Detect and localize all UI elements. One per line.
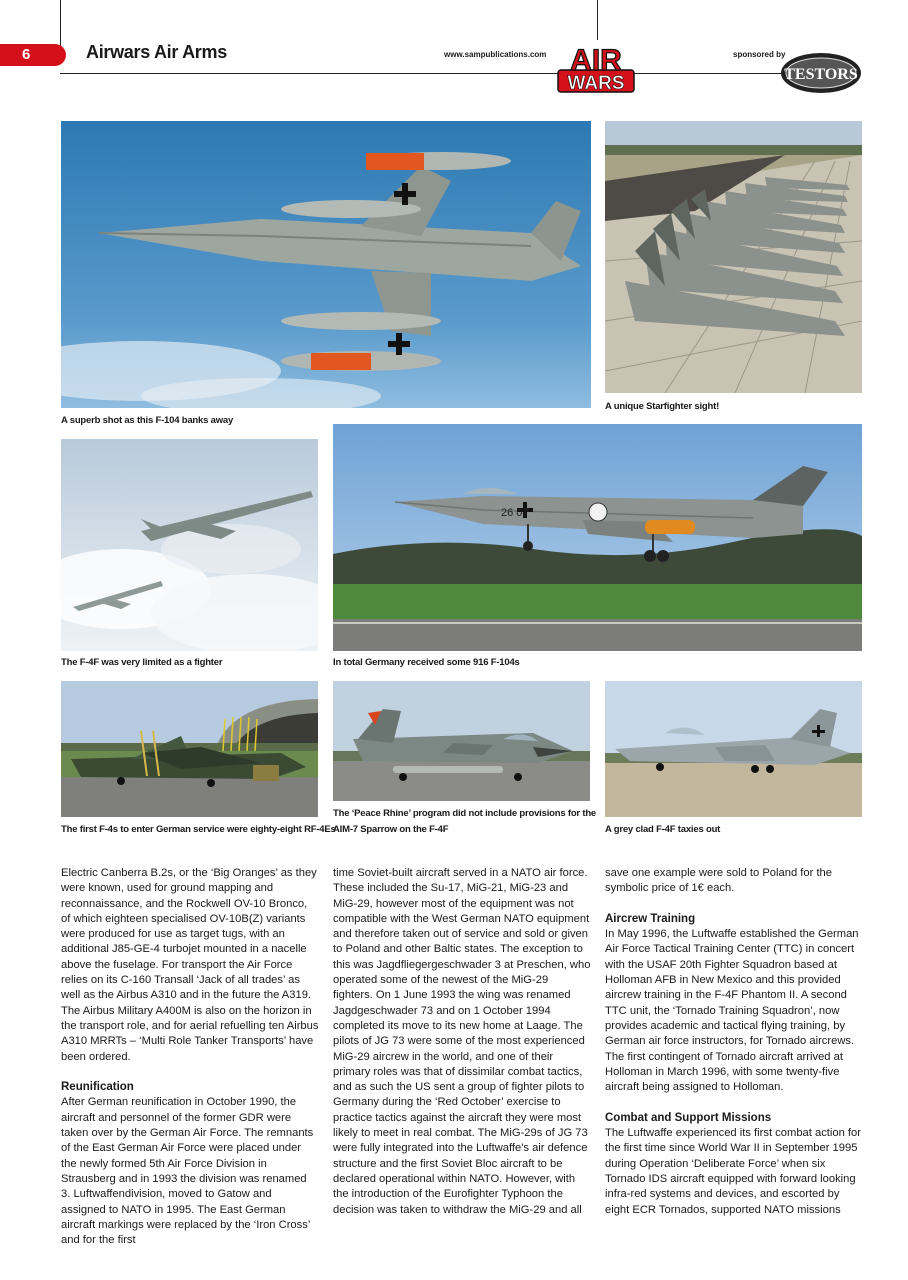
column-1-paragraph-2: After German reunification in October 1990, the aircraft and personnel of the former GDR were taken over by the German Air Force. The remnants of the East German Air Force were placed under the newly formed 5th Air Force Division in Strausberg and in 1993 the division was renamed 3. Luftwaffendivision, moved to Gatow and assigned to NATO in 1995. The East German aircraft markings were replaced by the ‘Iron Cross’ and for the first [61,1096,314,1247]
sponsor-label: sponsored by [733,50,786,59]
caption-rf4e: The first F-4s to enter German service were eighty-eight RF-4Es [61,824,336,835]
page-number: 6 [22,46,31,63]
column-2-paragraph-1: time Soviet-built aircraft served in a NATO air force. These included the Su-17, MiG-21, MiG-23 and MiG-29, however most of the equipment was not compatible with the West German NATO equipment and therefore taken out of service and sold or given to Poland and other Baltic states. The exception to this was Jagdfliegergeschwader 3 at Preschen, who operated some of the newest of the MiG-29 fighters. On 1 June 1993 the wing was renamed Jagdgeschwader 73 and on 1 October 1994 completed its move to its new home at Laage. The pilots of JG 73 were some of the most experienced MiG-29 aircrew in the world, and one of their primary roles was that of dissimilar combat tactics, and as such the US sent a group of fighter pilots to Germany during the ‘Red October’ exercise to practice tactics against the aircraft they were most likely to meet in real combat. The MiG-29s of JG 73 were fully integrated into the Luftwaffe's air defence structure and the first Soviet Bloc aircraft to be declared operational within NATO. However, with the introduction of the Eurofighter Typhoon the decision was taken to withdraw the MiG-29 and all [333,867,591,1216]
f104-fuselage-marking: 26 07 [501,507,529,519]
caption-peace-rhine-1: The ‘Peace Rhine’ program did not include provisions for the [333,808,597,819]
photo-peace-rhine-f4f [333,681,590,801]
page-number-tab [0,44,66,66]
logo-air-text: AIR [570,44,622,77]
section-title: Airwars Air Arms [86,42,227,62]
testors-logo[interactable] [780,52,862,94]
airwars-logo [554,40,638,96]
testors-logo-text: TESTORS [784,66,858,83]
caption-peace-rhine-2: AIM-7 Sparrow on the F-4F [333,824,449,835]
photo-grey-f4f [605,681,862,817]
header-rule [60,73,854,74]
photo-f104-landing [333,424,862,651]
caption-f104-landing: In total Germany received some 916 F-104s [333,657,520,668]
header-divider-right [597,0,598,40]
caption-f104-banking: A superb shot as this F-104 banks away [61,415,234,426]
column-1-paragraph-1: Electric Canberra B.2s, or the ‘Big Oranges’ as they were known, used for ground mapping and reconnaissance, and the Rockwell OV-10 Bronco, of which eighteen specialised OV-10B(Z) variants were produced for use as target tugs, with an additional J85-GE-4 turbojet mounted in a nacelle above the fuselage. For transport the Air Force relies on its C-160 Transall ‘Jack of all trades’ as well as the Airbus A310 and in the future the A319. The Airbus Military A400M is also on the horizon in the transport role, and for aerial refuelling ten Airbus A310 MRRTs – ‘Multi Role Tanker Transports’ have been ordered. [61,867,319,1063]
column-3-paragraph-2: In May 1996, the Luftwaffe established the German Air Force Tactical Training Center (TTC) in concert with the USAF 20th Fighter Squadron based at Holloman AFB in New Mexico and this provided aircrew training in the F-4F Phantom II. A second TTC unit, the ‘Tornado Training Squadron’, now provides academic and tactical flying training, by German air force instructors, for Tornado aircrews. The first contingent of Tornado aircraft arrived at Holloman in March 1996, with some twenty-five aircraft being assigned to Holloman. [605,928,859,1094]
heading-aircrew-training: Aircrew Training [605,912,696,925]
photo-f104-banking [61,121,591,408]
caption-grey-f4f: A grey clad F-4F taxies out [605,824,721,835]
text-column-2 [333,866,591,1233]
text-column-1 [61,866,319,1264]
photo-f4f-fighters [61,439,318,651]
column-3-paragraph-3: The Luftwaffe experienced its first combat action for the first time since World War II in September 1995 during Operation ‘Deliberate Force’ when six Tornado IDS aircraft equipped with forward looking infra-red systems and devices, and escorted by eight ECR Tornados, supported NATO missions [605,1127,861,1216]
text-column-3 [605,866,863,1233]
photo-rf4e-shelter [61,681,318,817]
caption-starfighter-lineup: A unique Starfighter sight! [605,401,720,412]
column-3-paragraph-1: save one example were sold to Poland for the symbolic price of 1€ each. [605,867,832,895]
logo-wars-text: WARS [567,73,625,94]
caption-f4f-fighters: The F-4F was very limited as a fighter [61,657,223,668]
header-divider-left [60,0,61,46]
photo-starfighter-lineup [605,121,862,393]
publisher-url[interactable]: www.sampublications.com [444,50,547,59]
heading-reunification: Reunification [61,1081,134,1094]
heading-combat-support: Combat and Support Missions [605,1111,772,1124]
